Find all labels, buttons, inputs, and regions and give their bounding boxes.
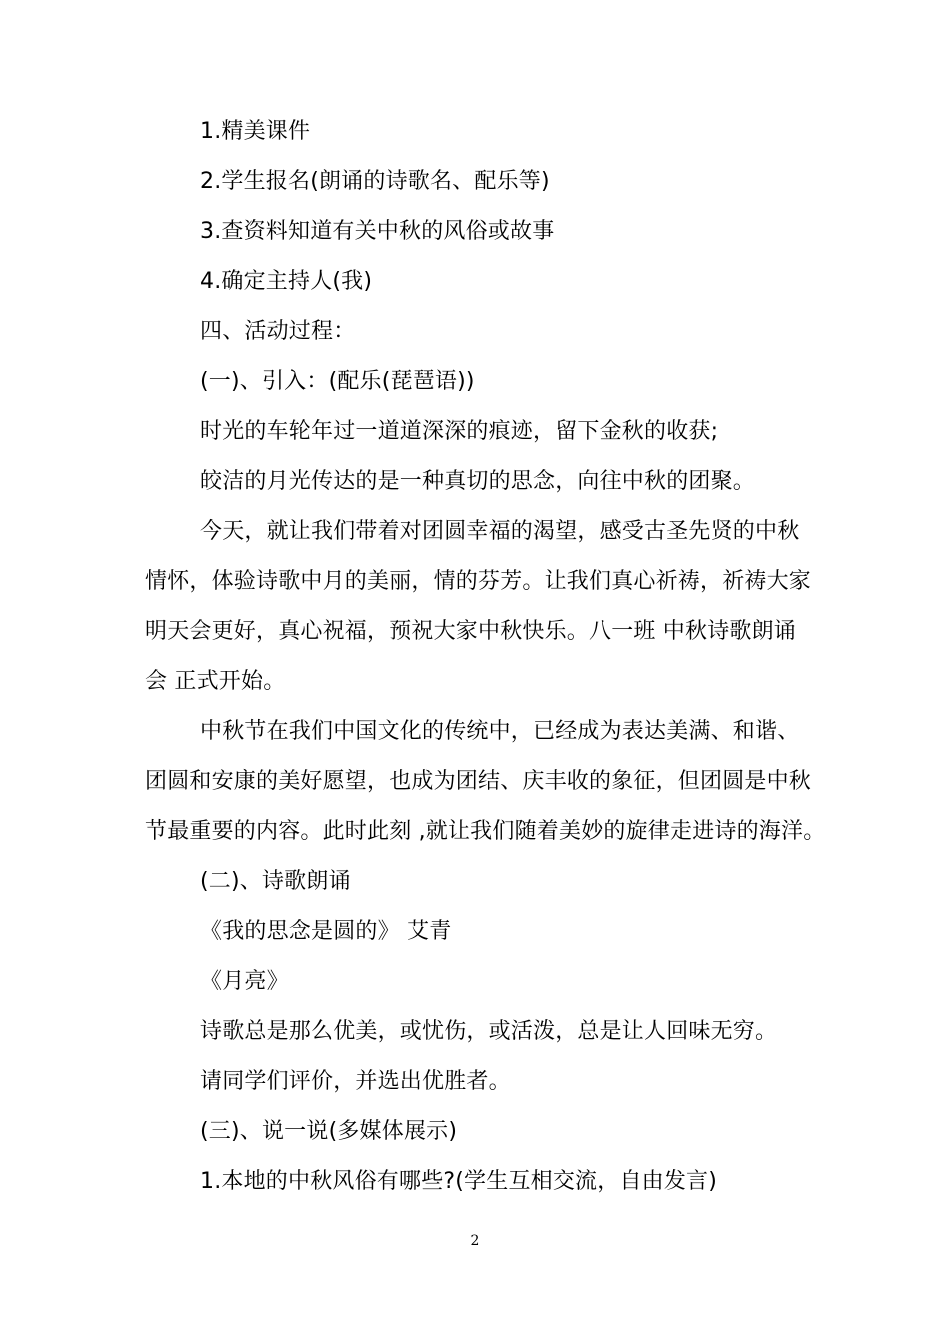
- page-number: 2: [470, 1233, 480, 1249]
- list-item-registration: 2.学生报名(朗诵的诗歌名、配乐等): [200, 169, 550, 194]
- paragraph-line: 节最重要的内容。此时此刻 ,就让我们随着美妙的旋律走进诗的海洋。: [145, 819, 826, 844]
- paragraph-line: 诗歌总是那么优美，或忧伤，或活泼，总是让人回味无穷。: [200, 1019, 778, 1044]
- paragraph-line: 皎洁的月光传达的是一种真切的思念，向往中秋的团聚。: [200, 469, 756, 494]
- list-item-local-customs: 1.本地的中秋风俗有哪些?(学生互相交流，自由发言): [200, 1169, 718, 1194]
- paragraph-line: 团圆和安康的美好愿望，也成为团结、庆丰收的象征，但团圆是中秋: [145, 769, 812, 794]
- list-item-courseware: 1.精美课件: [200, 119, 311, 144]
- paragraph-line: 中秋节在我们中国文化的传统中，已经成为表达美满、和谐、: [200, 719, 800, 744]
- paragraph-line: 今天，就让我们带着对团圆幸福的渴望，感受古圣先贤的中秋: [200, 519, 800, 544]
- poem-title: 《月亮》: [200, 969, 289, 994]
- subsection-heading-poetry: (二)、诗歌朗诵: [200, 869, 351, 894]
- subsection-heading-intro: (一)、引入：(配乐(琵琶语)): [200, 369, 475, 394]
- poem-title: 《我的思念是圆的》 艾青: [200, 919, 452, 944]
- subsection-heading-discussion: (三)、说一说(多媒体展示): [200, 1119, 458, 1144]
- section-heading-activity-process: 四、活动过程：: [200, 319, 356, 344]
- paragraph-line: 明天会更好，真心祝福，预祝大家中秋快乐。八一班 中秋诗歌朗诵: [145, 619, 796, 644]
- paragraph-line: 情怀，体验诗歌中月的美丽，情的芬芳。让我们真心祈祷，祈祷大家: [145, 569, 812, 594]
- list-item-host: 4.确定主持人(我): [200, 269, 373, 294]
- paragraph-line: 会 正式开始。: [145, 669, 286, 694]
- list-item-research: 3.查资料知道有关中秋的风俗或故事: [200, 219, 555, 244]
- paragraph-line: 时光的车轮年过一道道深深的痕迹，留下金秋的收获;: [200, 419, 719, 444]
- paragraph-line: 请同学们评价，并选出优胜者。: [200, 1069, 511, 1094]
